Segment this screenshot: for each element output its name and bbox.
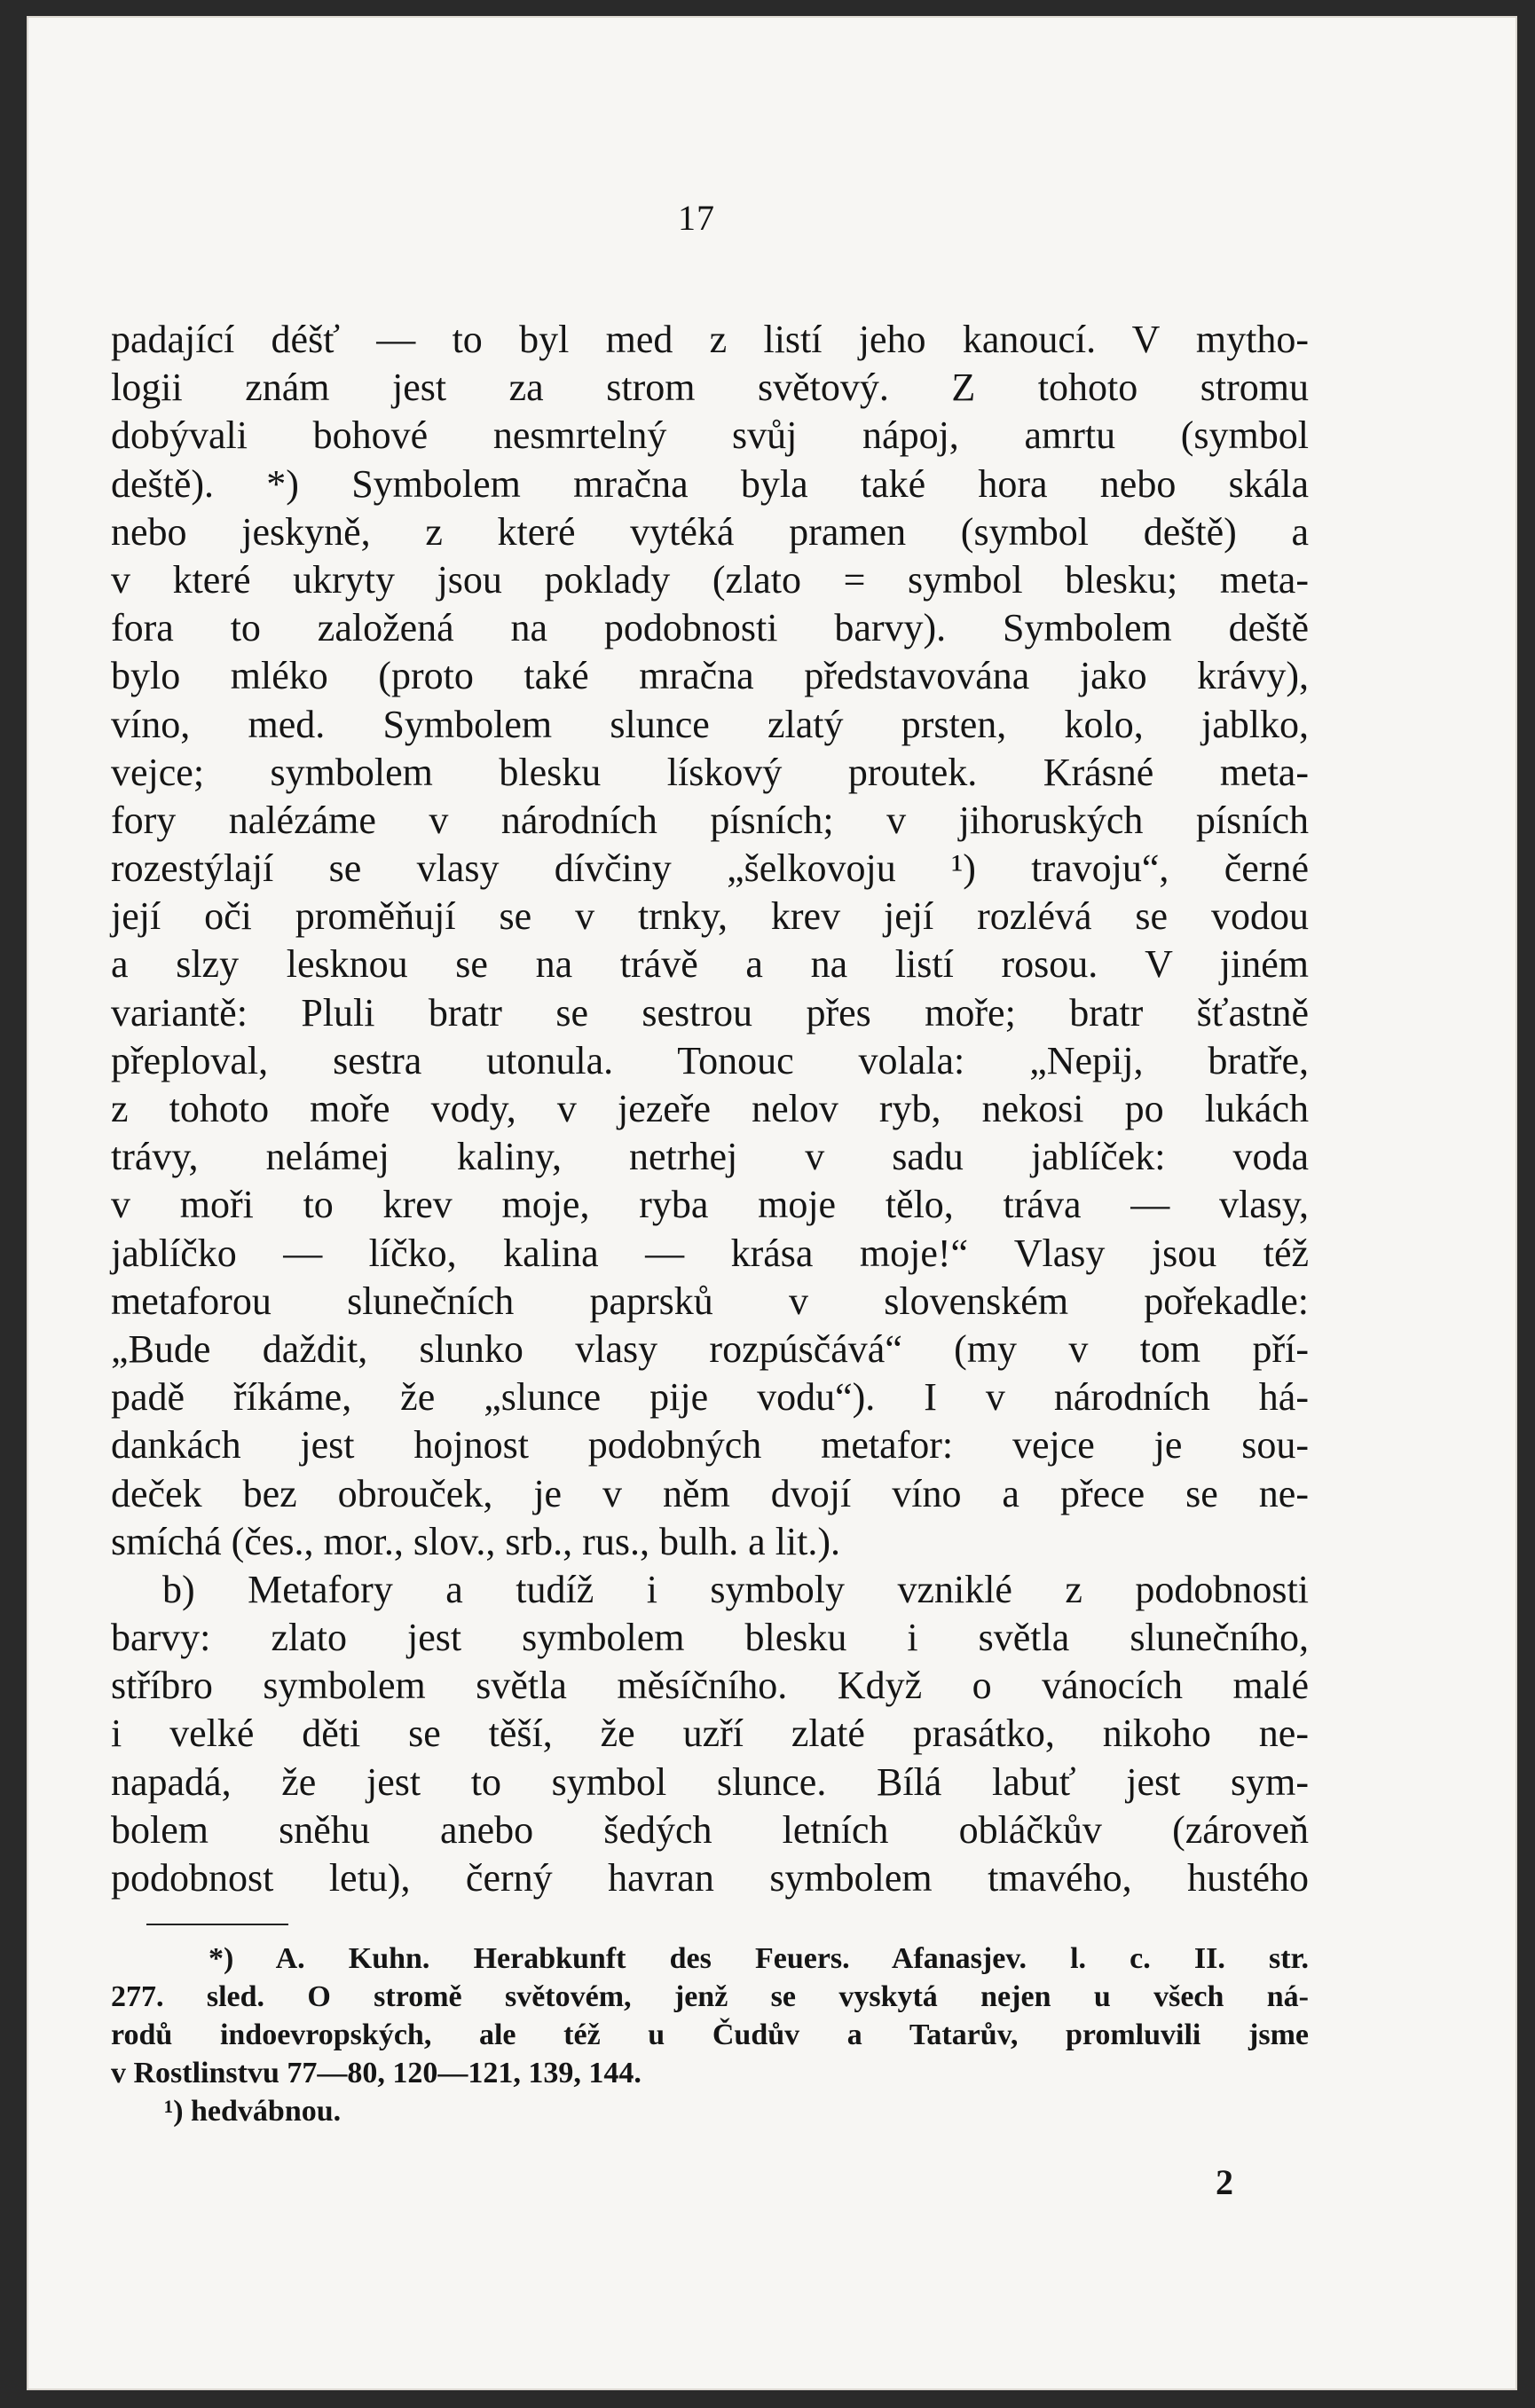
- text-line: nebo jeskyně, z které vytéká pramen (symbol deště) a: [111, 509, 1309, 554]
- text-line: fory nalézáme v národních písních; v jihoruských písních: [111, 798, 1309, 842]
- footnote-line: 277. sled. O stromě světovém, jenž se vyskytá nejen u všech ná-: [111, 1980, 1309, 2013]
- text-line: dobývali bohové nesmrtelný svůj nápoj, amrtu (symbol: [111, 413, 1309, 458]
- text-line: víno, med. Symbolem slunce zlatý prsten, kolo, jablko,: [111, 702, 1309, 746]
- text-line: barvy: zlato jest symbolem blesku i světla slunečního,: [111, 1616, 1309, 1660]
- text-line: jablíčko — líčko, kalina — krása moje!“ Vlasy jsou též: [111, 1231, 1309, 1275]
- text-line: metaforou slunečních paprsků v slovenském pořekadle:: [111, 1279, 1309, 1323]
- text-line: bylo mléko (proto také mračna představována jako krávy),: [111, 654, 1309, 698]
- footnote-line: ¹) hedvábnou.: [164, 2095, 342, 2128]
- text-line: b) Metafory a tudíž i symboly vzniklé z podobnosti: [162, 1567, 1309, 1611]
- text-line: deček bez obrouček, je v něm dvojí víno a přece se ne-: [111, 1471, 1309, 1515]
- text-line: „Bude daždit, slunko vlasy rozpúsčává“ (my v tom pří-: [111, 1326, 1309, 1371]
- book-page: [27, 16, 1517, 2390]
- text-line: smíchá (čes., mor., slov., srb., rus., bulh. a lit.).: [111, 1519, 841, 1563]
- text-line: logii znám jest za strom světový. Z tohoto stromu: [111, 366, 1309, 410]
- text-line: padající déšť — to byl med z listí jeho kanoucí. V mytho-: [111, 318, 1309, 361]
- signature-mark: 2: [1216, 2162, 1233, 2202]
- text-line: stříbro symbolem světla měsíčního. Když o vánocích malé: [111, 1664, 1309, 1708]
- text-line: v moři to krev moje, ryba moje tělo, tráva — vlasy,: [111, 1183, 1309, 1227]
- text-line: vejce; symbolem blesku lískový proutek. Krásné meta-: [111, 750, 1309, 794]
- footnotes: [111, 1940, 1309, 2130]
- text-line: fora to založená na podobnosti barvy). Symbolem deště: [111, 606, 1309, 650]
- text-line: dankách jest hojnost podobných metafor: vejce je sou-: [111, 1423, 1309, 1468]
- footnote-line: v Rostlinstvu 77—80, 120—121, 139, 144.: [111, 2057, 642, 2089]
- footnote-divider: [146, 1924, 288, 1925]
- main-text: [111, 316, 1309, 1902]
- text-line: její oči proměňují se v trnky, krev její rozlévá se vodou: [111, 894, 1309, 939]
- text-line: trávy, nelámej kaliny, netrhej v sadu jablíček: voda: [111, 1135, 1309, 1179]
- text-line: variantě: Pluli bratr se sestrou přes moře; bratr šťastně: [111, 990, 1309, 1035]
- footnote-line: *) A. Kuhn. Herabkunft des Feuers. Afanasjev. l. c. II. str.: [209, 1942, 1309, 1975]
- text-line: a slzy lesknou se na trávě a na listí rosou. V jiném: [111, 942, 1309, 987]
- text-line: i velké děti se těší, že uzří zlaté prasátko, nikoho ne-: [111, 1712, 1309, 1756]
- text-line: padě říkáme, že „slunce pije vodu“). I v národních há-: [111, 1375, 1309, 1420]
- text-line: deště). *) Symbolem mračna byla také hora nebo skála: [111, 461, 1309, 506]
- text-line: z tohoto moře vody, v jezeře nelov ryb, nekosi po lukách: [111, 1087, 1309, 1130]
- text-line: v které ukryty jsou poklady (zlato = symbol blesku; meta-: [111, 557, 1309, 602]
- text-line: podobnost letu), černý havran symbolem tmavého, hustého: [111, 1856, 1309, 1900]
- text-line: napadá, že jest to symbol slunce. Bílá labuť jest sym-: [111, 1759, 1309, 1804]
- footnote-line: rodů indoevropských, ale též u Čudův a Tatarův, promluvili jsme: [111, 2018, 1309, 2051]
- text-line: bolem sněhu anebo šedých letních obláčkův (zároveň: [111, 1807, 1309, 1852]
- text-line: rozestýlají se vlasy dívčiny „šelkovoju ¹) travoju“, černé: [111, 846, 1309, 891]
- text-line: přeploval, sestra utonula. Tonouc volala: „Nepij, bratře,: [111, 1038, 1309, 1082]
- page-number: 17: [678, 198, 715, 238]
